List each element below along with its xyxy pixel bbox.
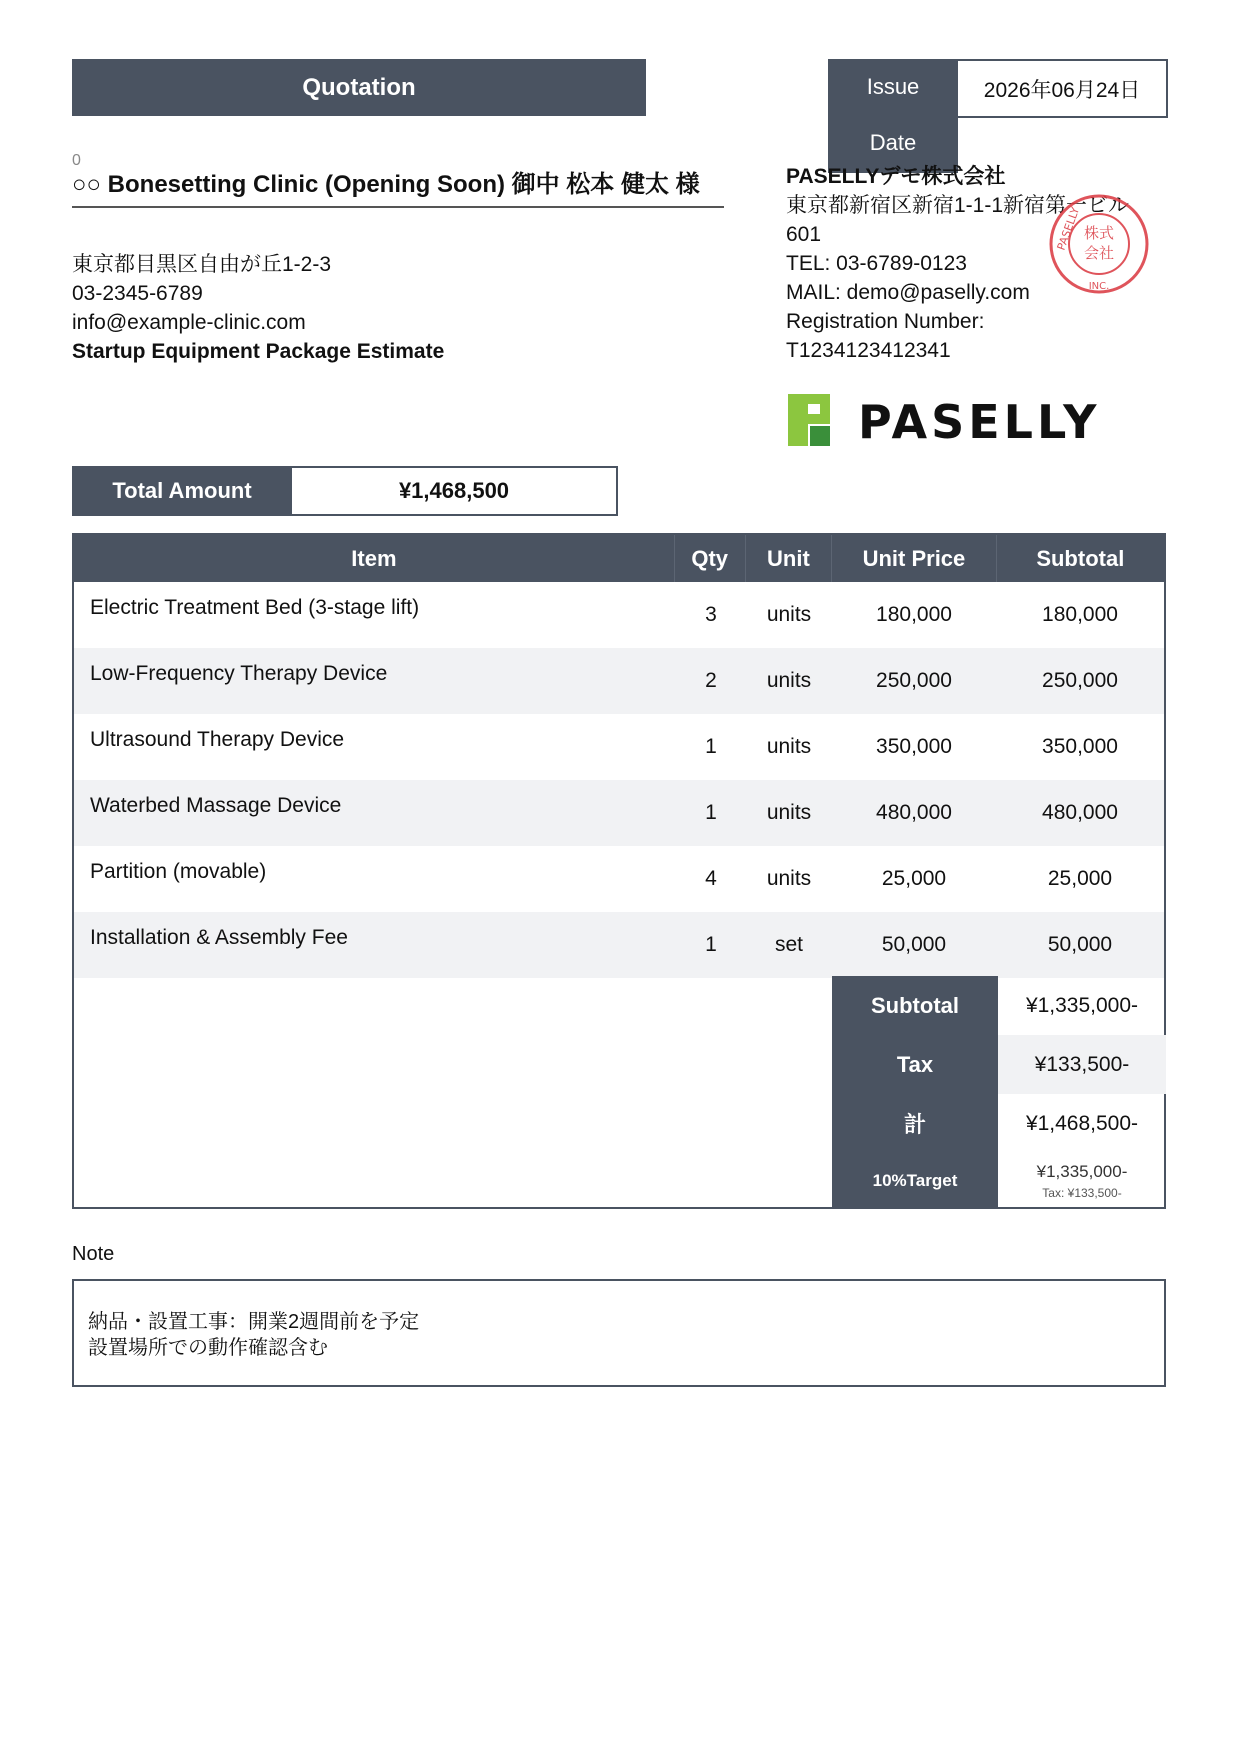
header-unit: Unit bbox=[746, 535, 833, 582]
row-unit-price: 250,000 bbox=[876, 669, 952, 692]
row-subtotal: 180,000 bbox=[1042, 603, 1118, 626]
row-unit: set bbox=[774, 933, 803, 956]
row-unit-price: 25,000 bbox=[881, 867, 947, 890]
table-row bbox=[74, 648, 1164, 714]
header-qty: Qty bbox=[675, 535, 746, 582]
table-row bbox=[74, 912, 1164, 978]
total-amount-label: Total Amount bbox=[72, 466, 292, 516]
summary-target-tax: Tax: ¥133,500- bbox=[1042, 1186, 1122, 1200]
row-item: Ultrasound Therapy Device bbox=[90, 728, 345, 751]
issue-date-label bbox=[828, 59, 958, 173]
row-unit: units bbox=[766, 669, 812, 692]
recipient-details bbox=[72, 250, 444, 366]
note-line: 設置場所での動作確認含む bbox=[88, 1337, 328, 1359]
row-qty: 1 bbox=[705, 801, 717, 824]
quotation-subject: Startup Equipment Package Estimate bbox=[72, 340, 445, 363]
row-subtotal: 480,000 bbox=[1042, 801, 1118, 824]
row-unit: units bbox=[766, 735, 812, 758]
row-qty: 3 bbox=[705, 603, 717, 626]
svg-text:INC.: INC. bbox=[1088, 281, 1110, 292]
row-unit: units bbox=[766, 801, 812, 824]
row-unit-price: 180,000 bbox=[876, 603, 952, 626]
row-item: Installation & Assembly Fee bbox=[90, 926, 348, 949]
row-qty: 1 bbox=[705, 933, 717, 956]
row-subtotal: 25,000 bbox=[1047, 867, 1113, 890]
summary-target-label: 10%Target bbox=[832, 1153, 998, 1209]
row-unit: units bbox=[766, 867, 812, 890]
summary-block bbox=[832, 976, 1166, 1209]
issue-date-value: 2026年06月24日 bbox=[958, 59, 1168, 118]
header-subtotal: Subtotal bbox=[1036, 545, 1125, 571]
issuer-tel: TEL: 03-6789-0123 bbox=[786, 252, 967, 275]
row-item: Electric Treatment Bed (3-stage lift) bbox=[90, 596, 420, 619]
summary-total-row bbox=[832, 1094, 1166, 1153]
row-qty: 4 bbox=[705, 867, 717, 890]
header-item: Item bbox=[74, 535, 675, 582]
table-header bbox=[74, 535, 1164, 582]
svg-text:株式: 株式 bbox=[1083, 224, 1115, 242]
recipient-name: ○○ Bonesetting Clinic (Opening Soon) 御中 松本 健太 様 bbox=[72, 170, 724, 208]
issuer-name: PASELLYデモ株式会社 bbox=[786, 165, 1006, 188]
summary-target-values bbox=[998, 1153, 1166, 1209]
summary-total-value: ¥1,468,500- bbox=[1025, 1111, 1139, 1135]
row-item: Partition (movable) bbox=[90, 860, 267, 883]
table-row bbox=[74, 846, 1164, 912]
items-table bbox=[72, 533, 1166, 1209]
summary-target-amount: ¥1,335,000- bbox=[1036, 1162, 1128, 1181]
registration-number: T1234123412341 bbox=[786, 339, 951, 362]
row-qty: 2 bbox=[705, 669, 717, 692]
recipient-code: 0 bbox=[72, 152, 81, 169]
header-unit-price: Unit Price bbox=[832, 535, 996, 582]
row-unit: units bbox=[766, 603, 812, 626]
recipient-email: info@example-clinic.com bbox=[72, 311, 306, 334]
note-label: Note bbox=[72, 1243, 115, 1265]
svg-text:PASELLY: PASELLY bbox=[858, 395, 1101, 449]
summary-tax-label: Tax bbox=[832, 1035, 998, 1094]
issue-label-line1: Issue bbox=[866, 74, 920, 99]
row-unit-price: 50,000 bbox=[881, 933, 947, 956]
document-title: Quotation bbox=[72, 59, 646, 116]
row-item: Low-Frequency Therapy Device bbox=[90, 662, 388, 685]
company-seal-stamp bbox=[1048, 193, 1150, 295]
summary-tax-row bbox=[832, 1035, 1166, 1094]
table-row bbox=[74, 714, 1164, 780]
row-subtotal: 250,000 bbox=[1042, 669, 1118, 692]
summary-subtotal-label: Subtotal bbox=[832, 976, 998, 1035]
summary-tax-value: ¥133,500- bbox=[998, 1035, 1166, 1094]
row-item: Waterbed Massage Device bbox=[90, 794, 342, 817]
summary-target-row bbox=[832, 1153, 1166, 1209]
recipient-address: 東京都目黒区自由が丘1-2-3 bbox=[72, 253, 332, 276]
summary-subtotal-row bbox=[832, 976, 1166, 1035]
row-unit-price: 480,000 bbox=[876, 801, 952, 824]
summary-total-label: 計 bbox=[832, 1094, 998, 1153]
row-subtotal: 50,000 bbox=[1047, 933, 1113, 956]
svg-text:会社: 会社 bbox=[1083, 244, 1115, 262]
issuer-mail: MAIL: demo@paselly.com bbox=[786, 281, 1030, 304]
total-amount-value: ¥1,468,500 bbox=[292, 466, 618, 516]
recipient-phone: 03-2345-6789 bbox=[72, 282, 203, 305]
note-line: 納品・設置工事：開業2週間前を予定 bbox=[88, 1311, 420, 1333]
svg-text:PASELLY: PASELLY bbox=[1054, 205, 1083, 253]
paselly-logo bbox=[786, 390, 1116, 450]
issue-label-line2: Date bbox=[869, 130, 917, 155]
summary-subtotal-value: ¥1,335,000- bbox=[1025, 993, 1139, 1017]
row-qty: 1 bbox=[705, 735, 717, 758]
table-row bbox=[74, 582, 1164, 648]
row-unit-price: 350,000 bbox=[876, 735, 952, 758]
registration-label: Registration Number: bbox=[786, 310, 985, 333]
note-box bbox=[72, 1279, 1166, 1387]
issuer-address: 東京都新宿区新宿1-1-1新宿第一ビル 601 bbox=[786, 194, 1130, 246]
row-subtotal: 350,000 bbox=[1042, 735, 1118, 758]
table-row bbox=[74, 780, 1164, 846]
